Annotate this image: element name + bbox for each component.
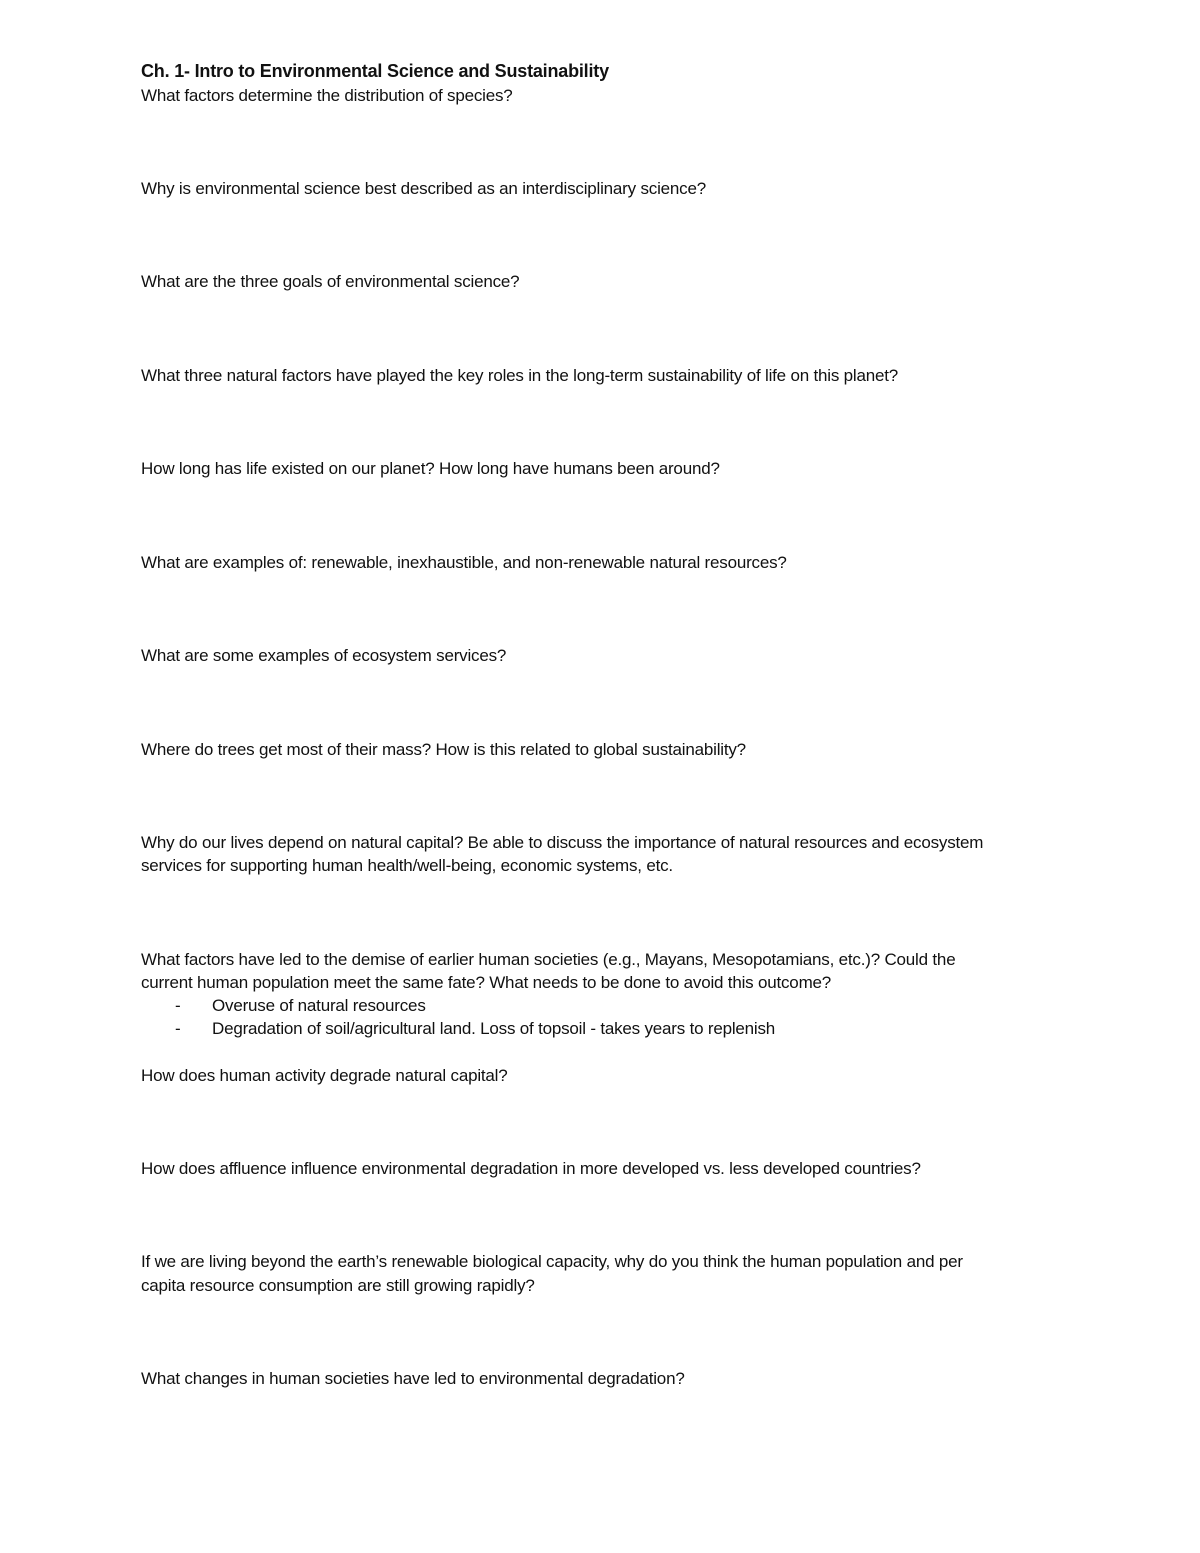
- bullet-text: Overuse of natural resources: [212, 996, 426, 1015]
- bullet-marker: -: [175, 996, 181, 1015]
- question-12: How does affluence influence environmental degradation in more developed vs. less developed countries?: [141, 1159, 921, 1178]
- bullet-item-1: [175, 994, 426, 1017]
- question-13-line-2: capita resource consumption are still growing rapidly?: [141, 1276, 535, 1295]
- question-4: What three natural factors have played the key roles in the long-term sustainability of life on this planet?: [141, 366, 899, 385]
- question-13-line-1: If we are living beyond the earth’s renewable biological capacity, why do you think the human population and per: [141, 1252, 963, 1271]
- bullet-item-2: [175, 1017, 775, 1040]
- bullet-marker: -: [175, 1019, 181, 1038]
- question-9-line-2: services for supporting human health/well-being, economic systems, etc.: [141, 856, 673, 875]
- question-1: What factors determine the distribution of species?: [141, 86, 513, 105]
- question-8: Where do trees get most of their mass? How is this related to global sustainability?: [141, 740, 746, 759]
- bullet-text: Degradation of soil/agricultural land. Loss of topsoil - takes years to replenish: [212, 1019, 776, 1038]
- question-11: How does human activity degrade natural capital?: [141, 1066, 508, 1085]
- question-6: What are examples of: renewable, inexhaustible, and non-renewable natural resources?: [141, 553, 787, 572]
- question-9-line-1: Why do our lives depend on natural capital? Be able to discuss the importance of natural resources and ecosystem: [141, 833, 984, 852]
- document-title: Ch. 1- Intro to Environmental Science and Sustainability: [141, 61, 609, 81]
- question-2: Why is environmental science best described as an interdisciplinary science?: [141, 179, 706, 198]
- question-14: What changes in human societies have led to environmental degradation?: [141, 1369, 685, 1388]
- question-10-line-1: What factors have led to the demise of earlier human societies (e.g., Mayans, Mesopotamians, etc.)? Could the: [141, 950, 956, 969]
- question-10-line-2: current human population meet the same fate? What needs to be done to avoid this outcome?: [141, 973, 832, 992]
- question-3: What are the three goals of environmental science?: [141, 272, 520, 291]
- question-5: How long has life existed on our planet? How long have humans been around?: [141, 459, 720, 478]
- question-7: What are some examples of ecosystem services?: [141, 646, 507, 665]
